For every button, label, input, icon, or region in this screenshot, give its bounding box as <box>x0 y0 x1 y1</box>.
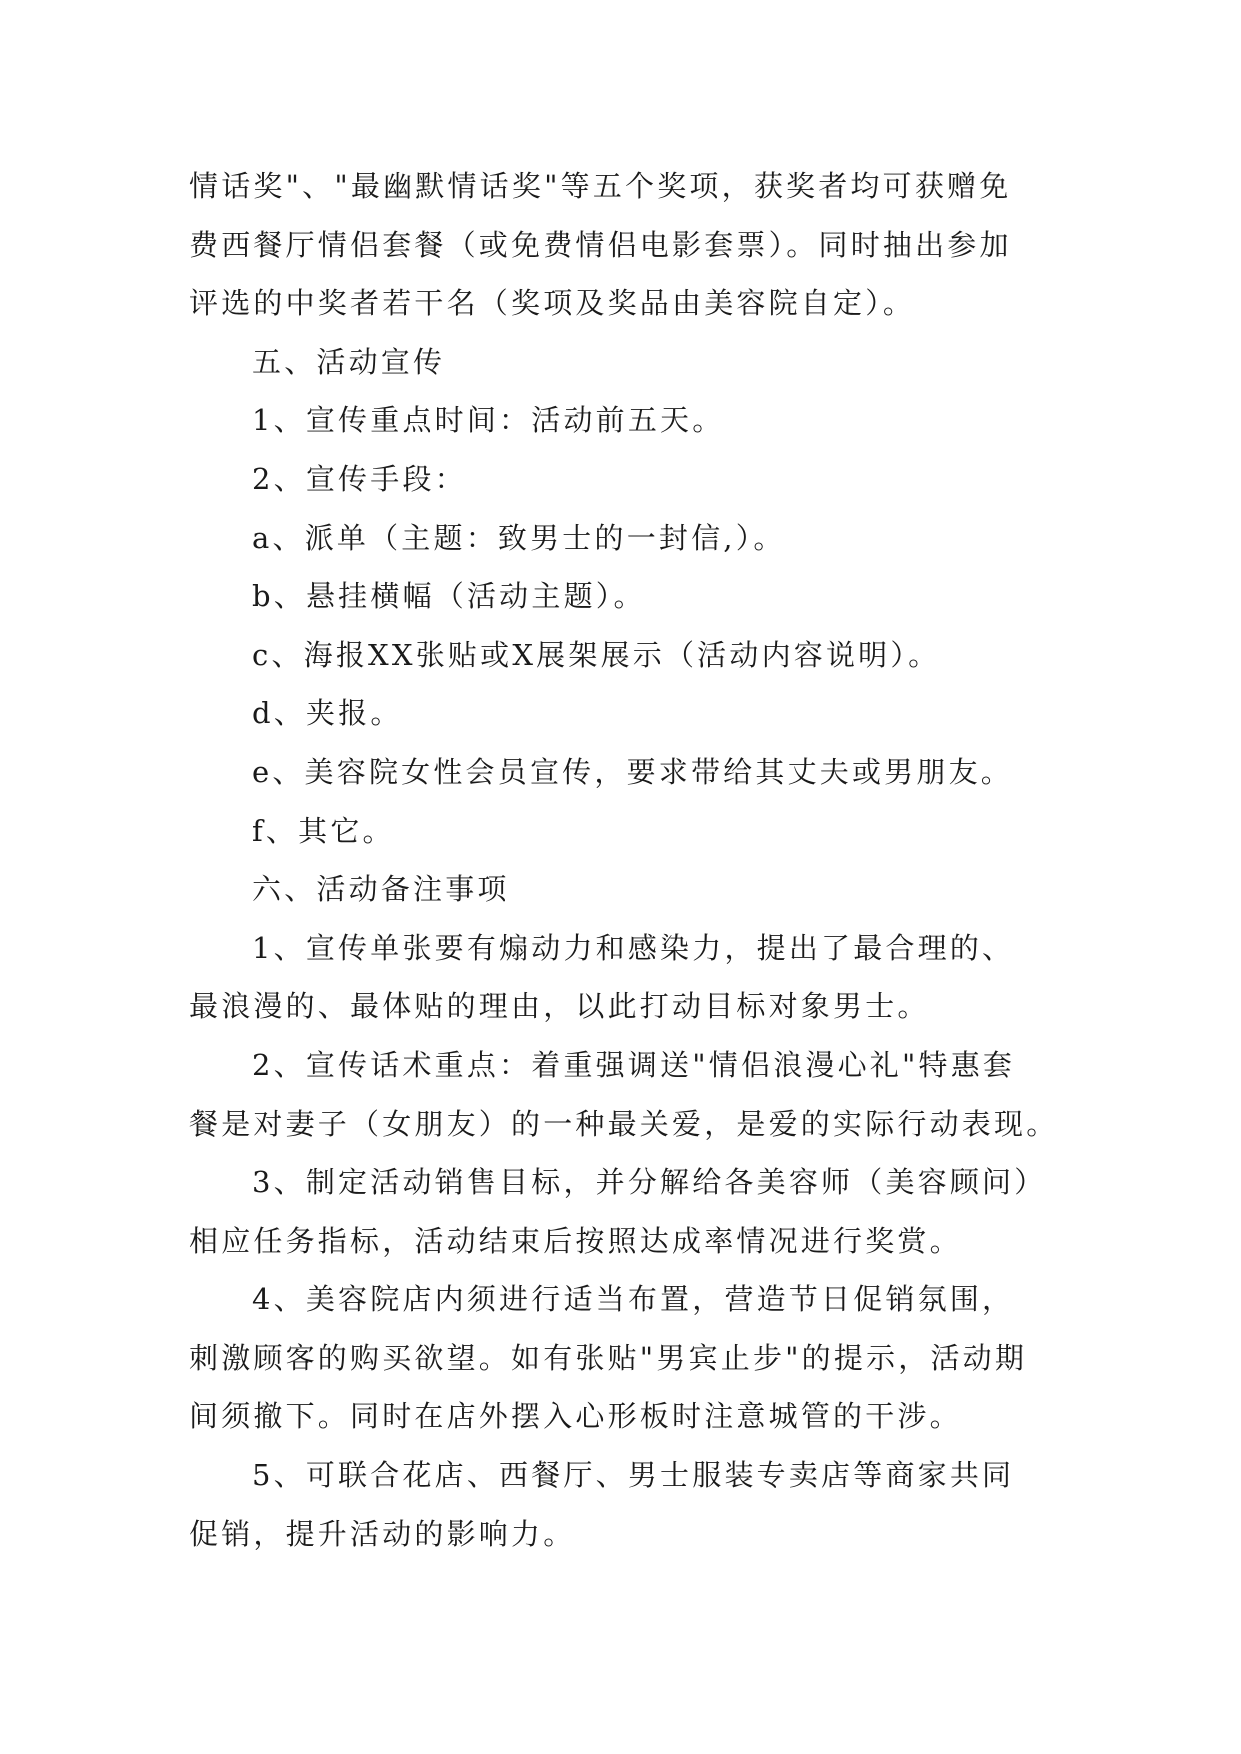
text-line: 情话奖"、"最幽默情话奖"等五个奖项，获奖者均可获赠免 <box>189 169 1012 203</box>
paragraph-line: 2、宣传话术重点：着重强调送"情侣浪漫心礼"特惠套 <box>252 1047 1016 1082</box>
document-body <box>189 157 1069 1563</box>
paragraph-line: 餐是对妻子（女朋友）的一种最关爱，是爱的实际行动表现。 <box>189 1106 1059 1141</box>
list-item: a、派单（主题：致男士的一封信,）。 <box>252 520 786 555</box>
list-item: b、悬挂横幅（活动主题）。 <box>252 579 646 614</box>
section-heading: 六、活动备注事项 <box>252 872 510 907</box>
paragraph-line: 刺激顾客的购买欲望。如有张贴"男宾止步"的提示，活动期 <box>189 1340 1028 1375</box>
list-item: 1、宣传重点时间：活动前五天。 <box>252 403 725 438</box>
paragraph-line: 3、制定活动销售目标，并分解给各美容师（美容顾问） <box>252 1165 1047 1200</box>
list-item: d、夹报。 <box>252 696 403 731</box>
paragraph-line: 最浪漫的、最体贴的理由，以此打动目标对象男士。 <box>189 989 930 1024</box>
paragraph-line: 4、美容院店内须进行适当布置，营造节日促销氛围， <box>252 1282 1015 1317</box>
section-heading: 五、活动宣传 <box>252 344 446 379</box>
list-item: c、海报XX张贴或X展架展示（活动内容说明）。 <box>252 637 941 672</box>
paragraph-line: 促销，提升活动的影响力。 <box>189 1516 576 1551</box>
paragraph-line: 间须撤下。同时在店外摆入心形板时注意城管的干涉。 <box>189 1399 962 1434</box>
list-item: 2、宣传手段： <box>252 461 467 496</box>
list-item: f、其它。 <box>252 813 395 848</box>
paragraph-line: 1、宣传单张要有煽动力和感染力，提出了最合理的、 <box>252 930 1015 965</box>
paragraph-line: 5、可联合花店、西餐厅、男士服装专卖店等商家共同 <box>252 1458 1015 1493</box>
paragraph-line: 相应任务指标，活动结束后按照达成率情况进行奖赏。 <box>189 1223 962 1258</box>
text-line: 评选的中奖者若干名（奖项及奖品由美容院自定）。 <box>189 286 916 321</box>
list-item: e、美容院女性会员宣传，要求带给其丈夫或男朋友。 <box>252 754 1013 789</box>
text-line: 费西餐厅情侣套餐（或免费情侣电影套票）。同时抽出参加 <box>189 227 1012 262</box>
